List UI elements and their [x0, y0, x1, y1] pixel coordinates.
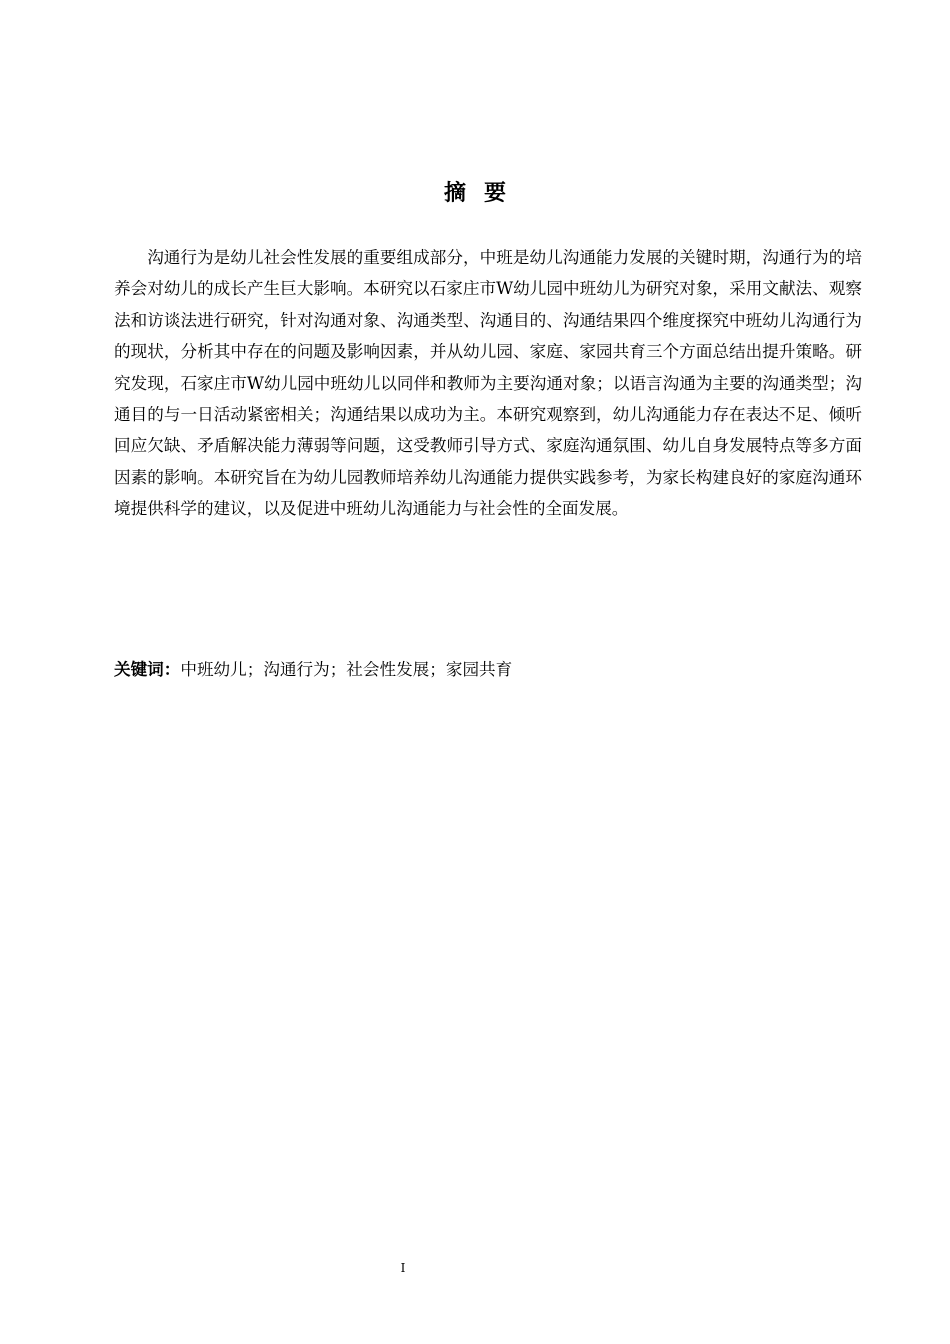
page-number: I	[400, 1261, 406, 1275]
keywords-label: 关键词：	[114, 660, 181, 679]
keywords-text: 中班幼儿；沟通行为；社会性发展；家园共育	[180, 660, 513, 679]
abstract-body: 沟通行为是幼儿社会性发展的重要组成部分，中班是幼儿沟通能力发展的关键时期，沟通行为的培养会对幼儿的成长产生巨大影响。本研究以石家庄市W幼儿园中班幼儿为研究对象，采用文献法、观察法和访谈法进行研究，针对沟通对象、沟通类型、沟通目的、沟通结果四个维度探究中班幼儿沟通行为的现状，分析其中存在的问题及影响因素，并从幼儿园、家庭、家园共育三个方面总结出提升策略。研究发现，石家庄市W幼儿园中班幼儿以同伴和教师为主要沟通对象；以语言沟通为主要的沟通类型；沟通目的与一日活动紧密相关；沟通结果以成功为主。本研究观察到，幼儿沟通能力存在表达不足、倾听回应欠缺、矛盾解决能力薄弱等问题，这受教师引导方式、家庭沟通氛围、幼儿自身发展特点等多方面因素的影响。本研究旨在为幼儿园教师培养幼儿沟通能力提供实践参考，为家长构建良好的家庭沟通环境提供科学的建议，以及促进中班幼儿沟通能力与社会性的全面发展。	[114, 248, 862, 519]
keywords-line	[114, 655, 862, 685]
abstract-title: 摘要	[443, 181, 524, 206]
